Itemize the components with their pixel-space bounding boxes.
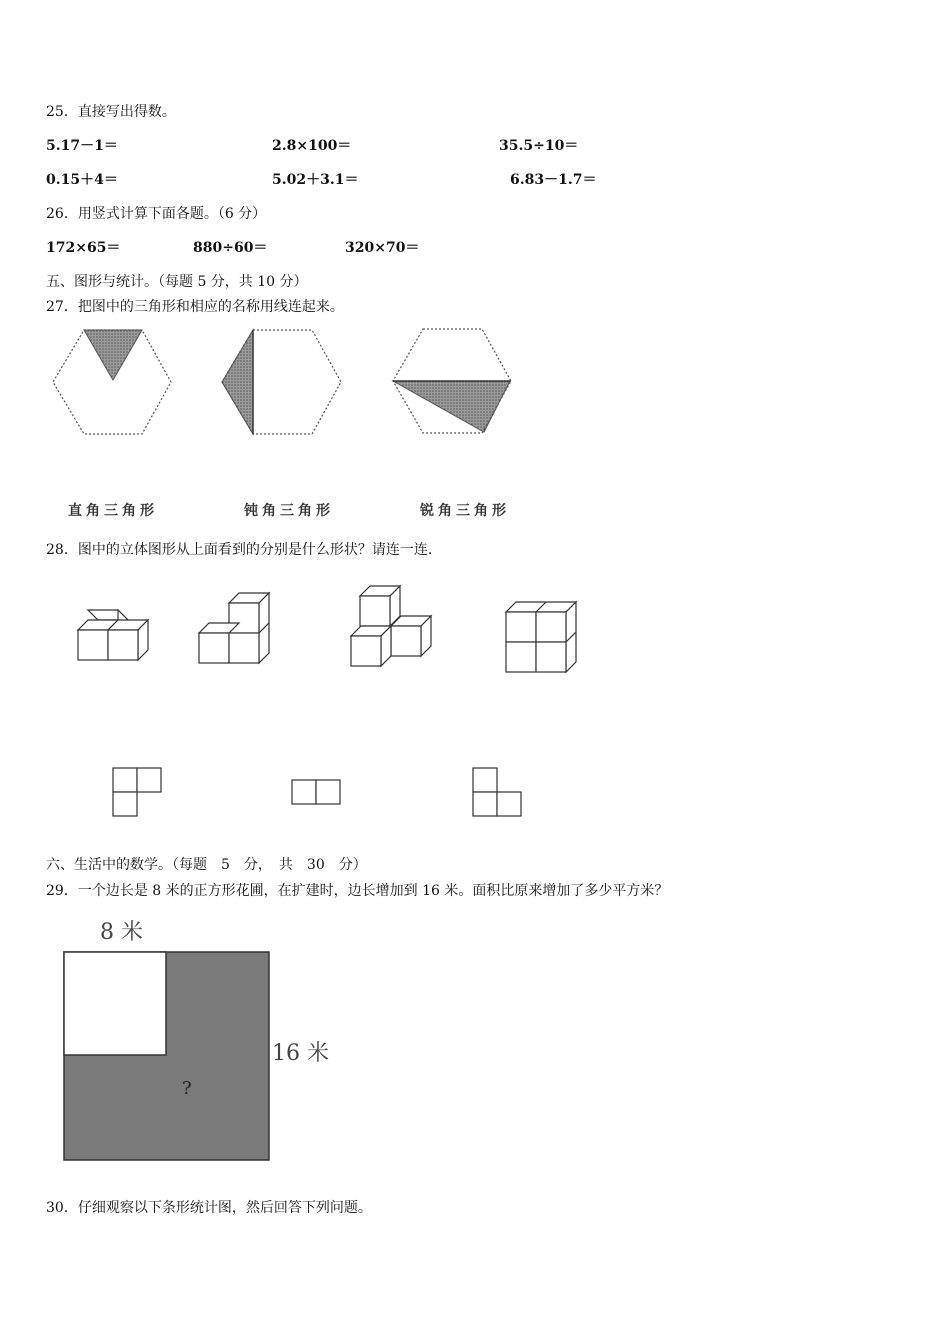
q25-title: 25．直接写出得数。 — [46, 104, 176, 120]
q30-title: 30．仔细观察以下条形统计图，然后回答下列问题。 — [46, 1200, 372, 1216]
q25-item: 35.5÷10＝ — [499, 138, 579, 154]
section5-title: 五、图形与统计。（每题 5 分，共 10 分） — [46, 274, 308, 290]
q25-item: 2.8×100＝ — [272, 138, 352, 154]
q25-item: 0.15＋4＝ — [46, 172, 118, 188]
q26-item: 880÷60＝ — [193, 240, 268, 256]
q25-item: 5.02＋3.1＝ — [272, 172, 359, 188]
q27-label-acute-triangle: 锐角三角形 — [420, 503, 510, 519]
q29-label-right: 16 米 — [272, 1041, 329, 1066]
q28-title: 28．图中的立体图形从上面看到的分别是什么形状？请连一连. — [46, 542, 433, 558]
q26-title: 26．用竖式计算下面各题。（6 分） — [46, 206, 267, 222]
q27-title: 27．把图中的三角形和相应的名称用线连起来。 — [46, 299, 344, 315]
q26-item: 320×70＝ — [345, 240, 420, 256]
q25-item: 5.17－1＝ — [46, 138, 118, 154]
q25-item: 6.83－1.7＝ — [510, 172, 597, 188]
q27-label-right-triangle: 直角三角形 — [68, 503, 158, 519]
q26-item: 172×65＝ — [46, 240, 121, 256]
q27-label-obtuse-triangle: 钝角三角形 — [244, 503, 334, 519]
q29-label-center: ? — [182, 1078, 192, 1099]
q29-title: 29．一个边长是 8 米的正方形花圃，在扩建时，边长增加到 16 米。面积比原来增加了多少平方米？ — [46, 883, 669, 899]
q29-label-top: 8 米 — [100, 920, 143, 945]
section6-title: 六、生活中的数学。（每题 5 分， 共 30 分） — [46, 857, 367, 873]
